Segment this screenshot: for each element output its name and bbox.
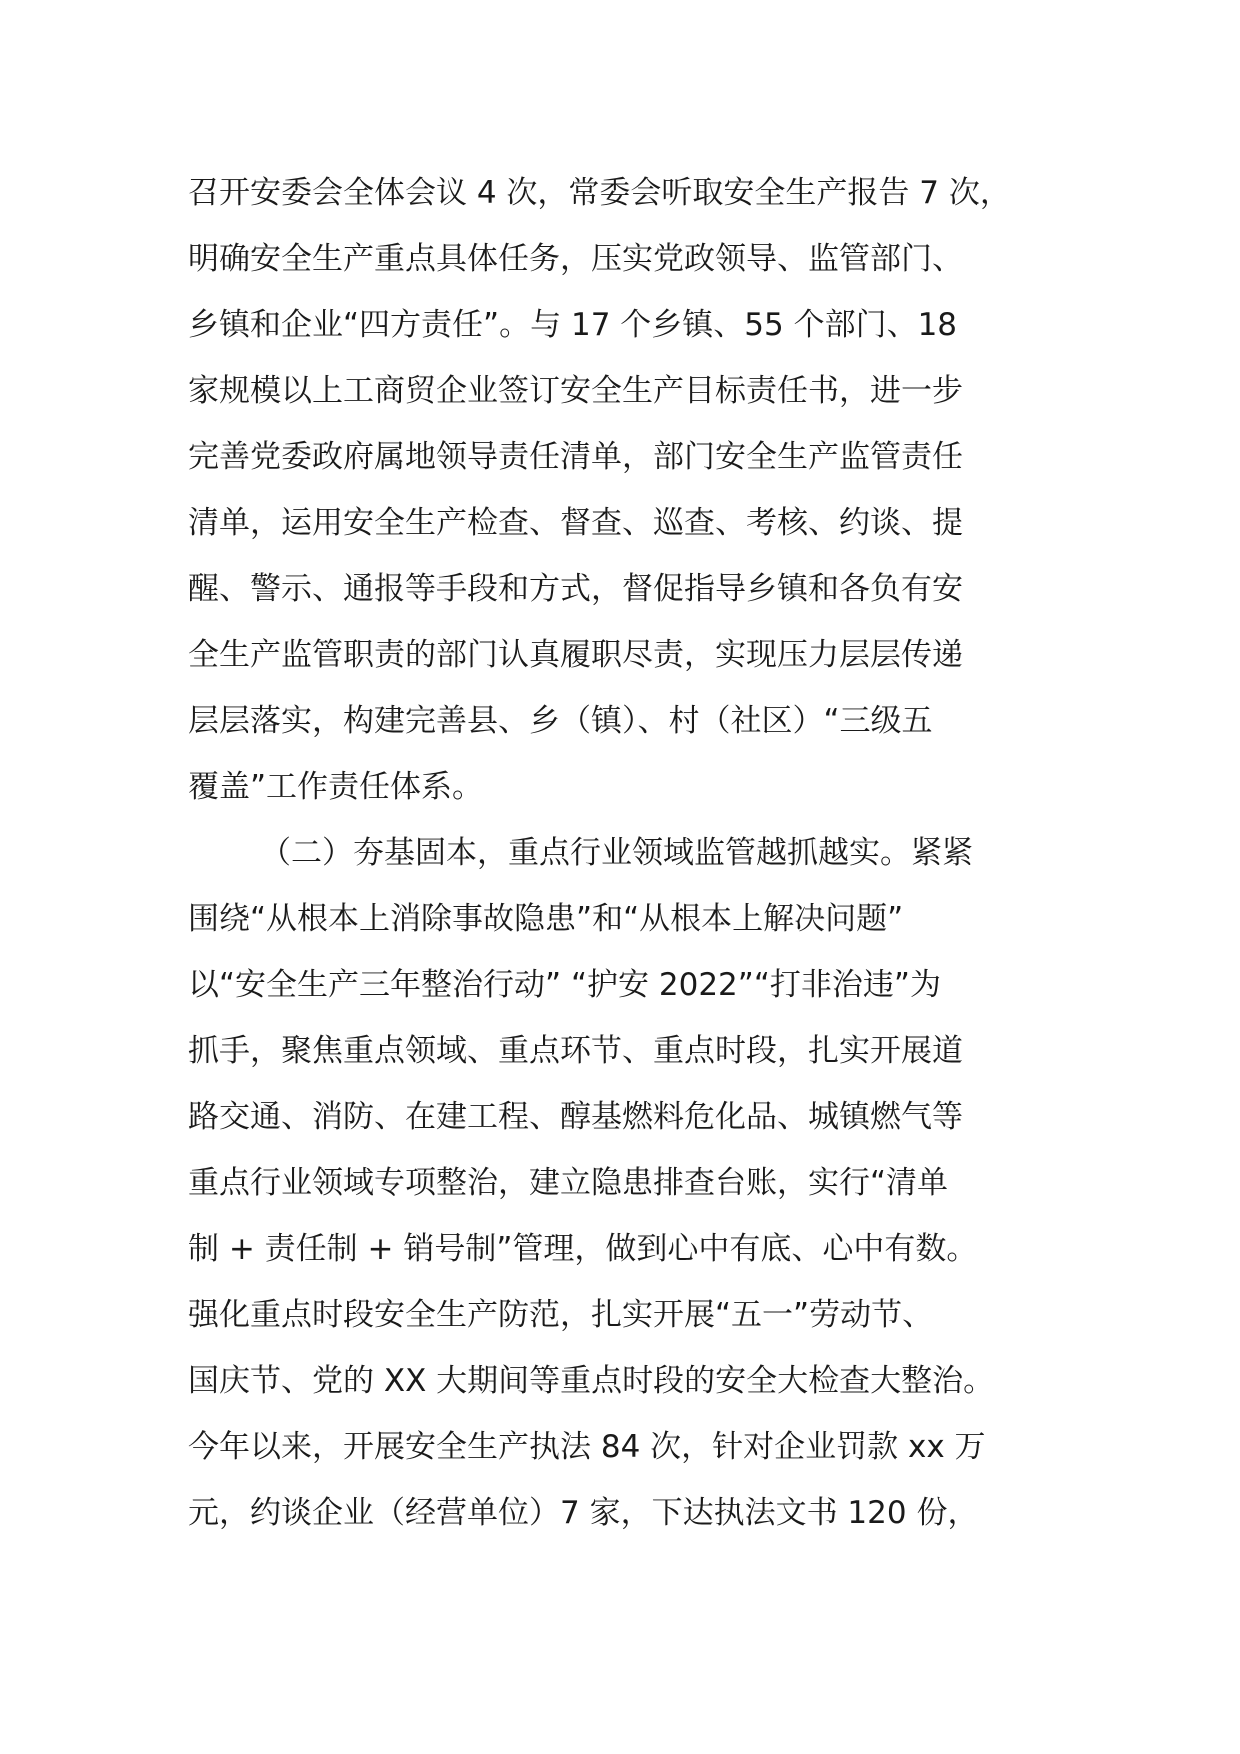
text-line: 制 + 责任制 + 销号制”管理，做到心中有底、心中有数。 (188, 1231, 978, 1267)
text-line: 以“安全生产三年整治行动” “护安 2022”“打非治违”为 (188, 967, 941, 1003)
text-line: 完善党委政府属地领导责任清单，部门安全生产监管责任 (188, 439, 963, 475)
text-line: 明确安全生产重点具体任务，压实党政领导、监管部门、 (188, 241, 963, 277)
text-line: 重点行业领域专项整治，建立隐患排查台账，实行“清单 (188, 1165, 949, 1201)
text-line: 醒、警示、通报等手段和方式，督促指导乡镇和各负有安 (188, 571, 963, 607)
text-line: 覆盖”工作责任体系。 (188, 769, 484, 805)
text-line: 强化重点时段安全生产防范，扎实开展“五一”劳动节、 (188, 1297, 934, 1333)
text-line: 今年以来，开展安全生产执法 84 次，针对企业罚款 xx 万 (188, 1429, 986, 1465)
text-line: 清单，运用安全生产检查、督查、巡查、考核、约谈、提 (188, 505, 963, 541)
text-line: 元，约谈企业（经营单位）7 家，下达执法文书 120 份， (188, 1495, 979, 1531)
text-line: 层层落实，构建完善县、乡（镇）、村（社区）“三级五 (188, 703, 933, 739)
text-line: 家规模以上工商贸企业签订安全生产目标责任书，进一步 (188, 373, 963, 409)
text-line: 召开安委会全体会议 4 次，常委会听取安全生产报告 7 次， (188, 175, 1011, 211)
body-text (188, 160, 1188, 1546)
text-line: 抓手，聚焦重点领域、重点环节、重点时段，扎实开展道 (188, 1033, 963, 1069)
section-heading-line: （二）夯基固本，重点行业领域监管越抓越实。紧紧 (260, 835, 973, 871)
text-line: 乡镇和企业“四方责任”。与 17 个乡镇、55 个部门、18 (188, 307, 958, 343)
text-line: 全生产监管职责的部门认真履职尽责，实现压力层层传递 (188, 637, 963, 673)
text-line: 围绕“从根本上消除事故隐患”和“从根本上解决问题” (188, 901, 904, 937)
text-line: 国庆节、党的 XX 大期间等重点时段的安全大检查大整治。 (188, 1363, 995, 1399)
text-line: 路交通、消防、在建工程、醇基燃料危化品、城镇燃气等 (188, 1099, 963, 1135)
